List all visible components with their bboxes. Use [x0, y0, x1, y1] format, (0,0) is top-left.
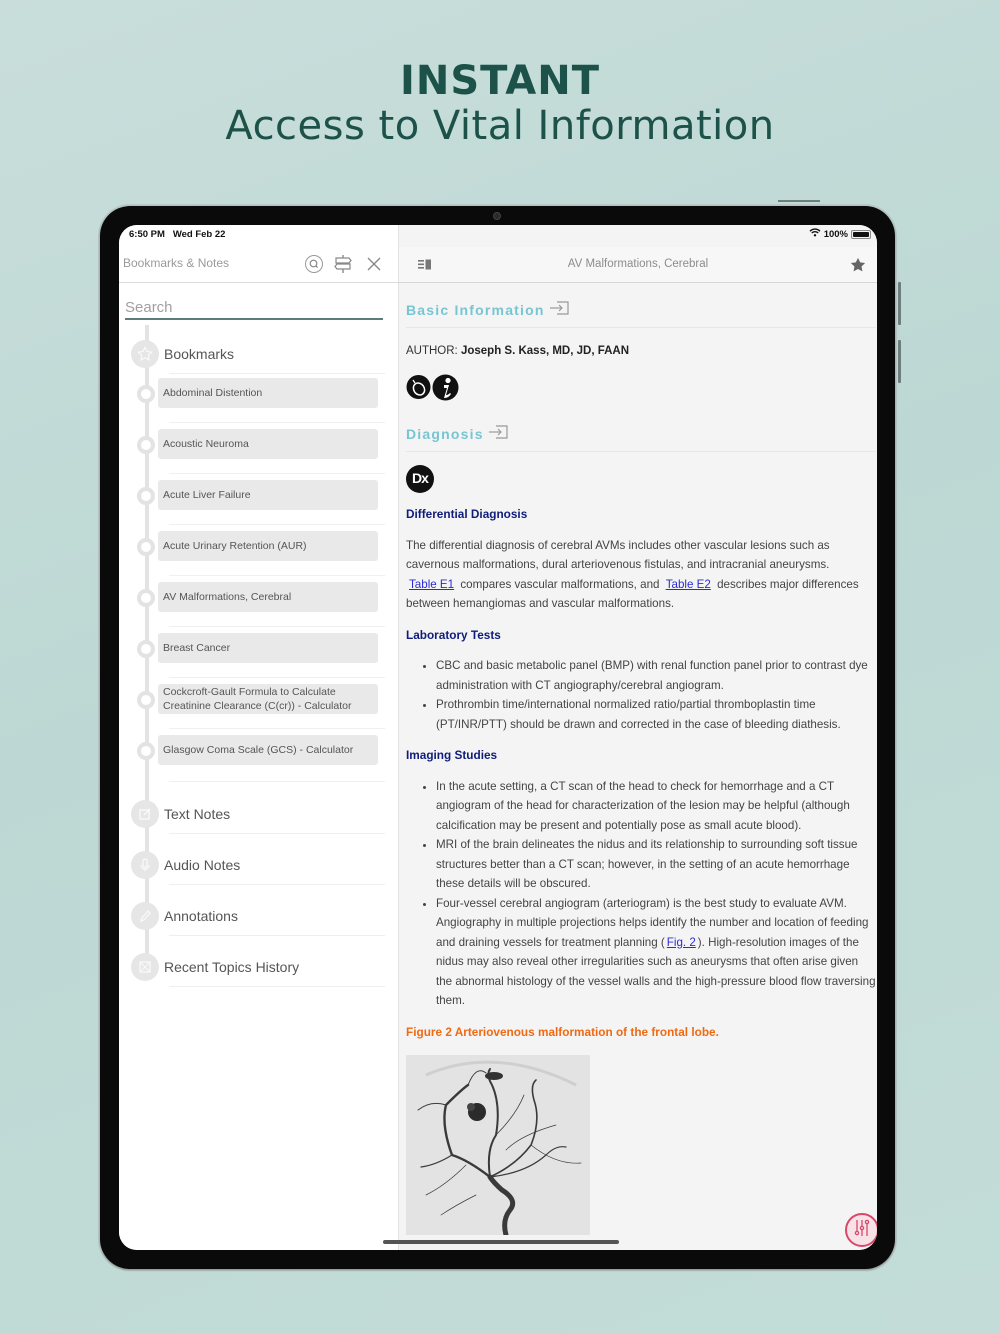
- divider: [169, 677, 385, 678]
- signpost-icon[interactable]: [333, 254, 353, 274]
- status-time: [129, 229, 225, 240]
- timeline-node-icon: [137, 487, 155, 505]
- mouse-icon[interactable]: [406, 374, 431, 408]
- figure-caption: Figure 2 Arteriovenous malformation of the frontal lobe.: [406, 1024, 719, 1039]
- divider: [169, 781, 385, 782]
- divider: [406, 451, 876, 452]
- resource-icons: [406, 374, 876, 408]
- bookmark-item[interactable]: [119, 378, 389, 429]
- divider: [169, 473, 385, 474]
- timeline-node-icon: [137, 691, 155, 709]
- bookmark-label[interactable]: Acoustic Neuroma: [158, 429, 378, 459]
- microphone-icon: [131, 851, 159, 879]
- list-item: • In the acute setting, a CT scan of the head to check for hemorrhage and a CT angiogram of the head for characterization of the lesion may be helpful (although calcification may be present and potentially pose as small acute blood).: [436, 777, 876, 836]
- timeline-node-icon: [137, 538, 155, 556]
- list-item: • Prothrombin time/international normalized ratio/partial thromboplastin time (PT/INR/PTT) should be drawn and corrected in the case of bleeding diathesis.: [436, 695, 876, 734]
- bookmarks-notes-panel: [119, 225, 399, 1250]
- divider: [169, 884, 385, 885]
- date-text: Wed Feb 22: [172, 229, 226, 240]
- display-settings-button[interactable]: [845, 1213, 877, 1247]
- divider: [169, 575, 385, 576]
- subheading-differential-diagnosis: Differential Diagnosis: [406, 507, 528, 521]
- author-line: [406, 342, 876, 362]
- bookmark-label[interactable]: Breast Cancer: [158, 633, 378, 663]
- table-e2-link[interactable]: Table E2: [665, 577, 711, 591]
- wifi-icon: [809, 228, 821, 240]
- paragraph-text: The differential diagnosis of cerebral AVMs includes other vascular lesions such as cavernous malformations, dural arteriovenous fistulas, and intracranial aneurysms.: [406, 538, 830, 571]
- topic-content: [406, 283, 876, 1250]
- search-circle-icon[interactable]: [304, 254, 324, 274]
- section-diagnosis[interactable]: [406, 423, 876, 447]
- section-recent-topics-history[interactable]: [119, 951, 389, 987]
- list-item: • CBC and basic metabolic panel (BMP) with renal function panel prior to contrast dye administration with CT angiography/cerebral angiogram.: [436, 656, 876, 695]
- battery-icon: [851, 230, 871, 239]
- list-item: [436, 894, 876, 1011]
- device-top-button: [778, 200, 820, 202]
- device-volume-down-button: [898, 340, 901, 383]
- right-panel-header: [399, 247, 877, 283]
- battery-percent: 100%: [823, 228, 848, 240]
- front-camera: [493, 212, 501, 220]
- pencil-icon: [131, 902, 159, 930]
- differential-paragraph: [406, 536, 876, 614]
- bookmark-item[interactable]: [119, 480, 389, 531]
- author-label: AUTHOR:: [406, 345, 458, 357]
- section-label: Audio Notes: [164, 857, 241, 873]
- close-icon[interactable]: [364, 254, 384, 274]
- bookmark-label[interactable]: Glasgow Coma Scale (GCS) - Calculator: [158, 735, 378, 765]
- topic-content-panel: [399, 225, 877, 1250]
- author-name: Joseph S. Kass, MD, JD, FAAN: [460, 345, 630, 357]
- bookmark-label[interactable]: Acute Urinary Retention (AUR): [158, 531, 378, 561]
- search-input[interactable]: [125, 296, 383, 318]
- home-indicator[interactable]: [383, 1240, 619, 1244]
- divider: [169, 524, 385, 525]
- list-item-text: Four-vessel cerebral angiogram (arteriogram) is the best study to evaluate AVM. Angiography in multiple projections helps identify the number and location of feeding and draining vessels for treatment planning (: [436, 896, 869, 949]
- history-icon: [131, 953, 159, 981]
- bookmark-item[interactable]: [119, 684, 389, 735]
- section-text-notes[interactable]: [119, 798, 389, 834]
- fig-2-link[interactable]: Fig. 2: [666, 935, 696, 949]
- timeline-node-icon: [137, 385, 155, 403]
- promo-subheadline: Access to Vital Information: [225, 103, 775, 149]
- ipad-frame: [100, 206, 895, 1269]
- divider: [169, 626, 385, 627]
- divider: [169, 986, 385, 987]
- section-annotations[interactable]: [119, 900, 389, 936]
- edit-note-icon: [131, 800, 159, 828]
- info-icon[interactable]: [432, 374, 459, 408]
- section-bookmarks[interactable]: [119, 338, 389, 374]
- divider: [169, 833, 385, 834]
- section-title: Diagnosis: [406, 426, 484, 443]
- section-label: Text Notes: [164, 806, 231, 822]
- section-title: Basic Information: [406, 302, 545, 319]
- promo-headline: INSTANT: [399, 58, 601, 104]
- paragraph-text: compares vascular malformations, and: [460, 577, 660, 591]
- bookmark-label[interactable]: Acute Liver Failure: [158, 480, 378, 510]
- bookmark-label[interactable]: Cockcroft-Gault Formula to Calculate Creatinine Clearance (C(cr)) - Calculator: [158, 684, 378, 714]
- bookmark-item[interactable]: [119, 531, 389, 582]
- timeline-node-icon: [137, 742, 155, 760]
- status-indicators: [809, 228, 871, 240]
- angiogram-figure-image[interactable]: [406, 1055, 590, 1235]
- lab-tests-list: [436, 656, 876, 734]
- jump-to-section-icon[interactable]: [488, 424, 510, 446]
- timeline-node-icon: [137, 589, 155, 607]
- timeline-node-icon: [137, 640, 155, 658]
- jump-to-section-icon[interactable]: [549, 300, 571, 322]
- bookmark-label[interactable]: AV Malformations, Cerebral: [158, 582, 378, 612]
- battery-level: [853, 232, 869, 237]
- sliders-icon: [852, 1218, 872, 1243]
- divider: [169, 422, 385, 423]
- section-label: Annotations: [164, 908, 238, 924]
- star-icon: [131, 340, 159, 368]
- bookmark-label[interactable]: Abdominal Distention: [158, 378, 378, 408]
- bookmark-item[interactable]: [119, 429, 389, 480]
- divider: [169, 373, 385, 374]
- imaging-list: [436, 777, 876, 1011]
- subheading-imaging-studies: Imaging Studies: [406, 748, 498, 762]
- device-volume-up-button: [898, 282, 901, 325]
- section-label: Bookmarks: [164, 346, 235, 362]
- divider: [169, 728, 385, 729]
- bookmark-item[interactable]: [119, 582, 389, 633]
- section-basic-information[interactable]: [406, 299, 876, 323]
- divider: [406, 327, 876, 328]
- divider: [169, 935, 385, 936]
- left-panel-title: Bookmarks & Notes: [123, 256, 230, 270]
- table-e1-link[interactable]: Table E1: [409, 577, 455, 591]
- section-label: Recent Topics History: [164, 959, 300, 975]
- left-panel-header: [119, 247, 399, 283]
- timeline-node-icon: [137, 436, 155, 454]
- search-field[interactable]: [125, 296, 383, 320]
- topic-title: AV Malformations, Cerebral: [567, 258, 709, 270]
- screen: [119, 225, 877, 1250]
- dx-badge-icon: Dx: [406, 465, 434, 493]
- time-text: 6:50 PM: [129, 229, 165, 240]
- subheading-laboratory-tests: Laboratory Tests: [406, 627, 501, 642]
- list-item: • MRI of the brain delineates the nidus and its relationship to surrounding soft tissue structures better than a CT scan; however, in the setting of an acute hemorrhage these details will be obscured.: [436, 835, 876, 894]
- bookmark-item[interactable]: [119, 633, 389, 684]
- list-item-text: ). High-resolution images of the nidus may also reveal other irregularities such as aneurysms that often arise given the abnormal histology of the vessel walls and the high-pressure blood flow traversing them.: [436, 935, 876, 1007]
- status-bar: [119, 225, 877, 247]
- section-audio-notes[interactable]: [119, 849, 389, 885]
- paragraph-text: describes major differences between hemangiomas and vascular malformations.: [406, 577, 859, 610]
- bookmark-star-icon[interactable]: [849, 256, 867, 279]
- bookmark-item[interactable]: [119, 735, 389, 786]
